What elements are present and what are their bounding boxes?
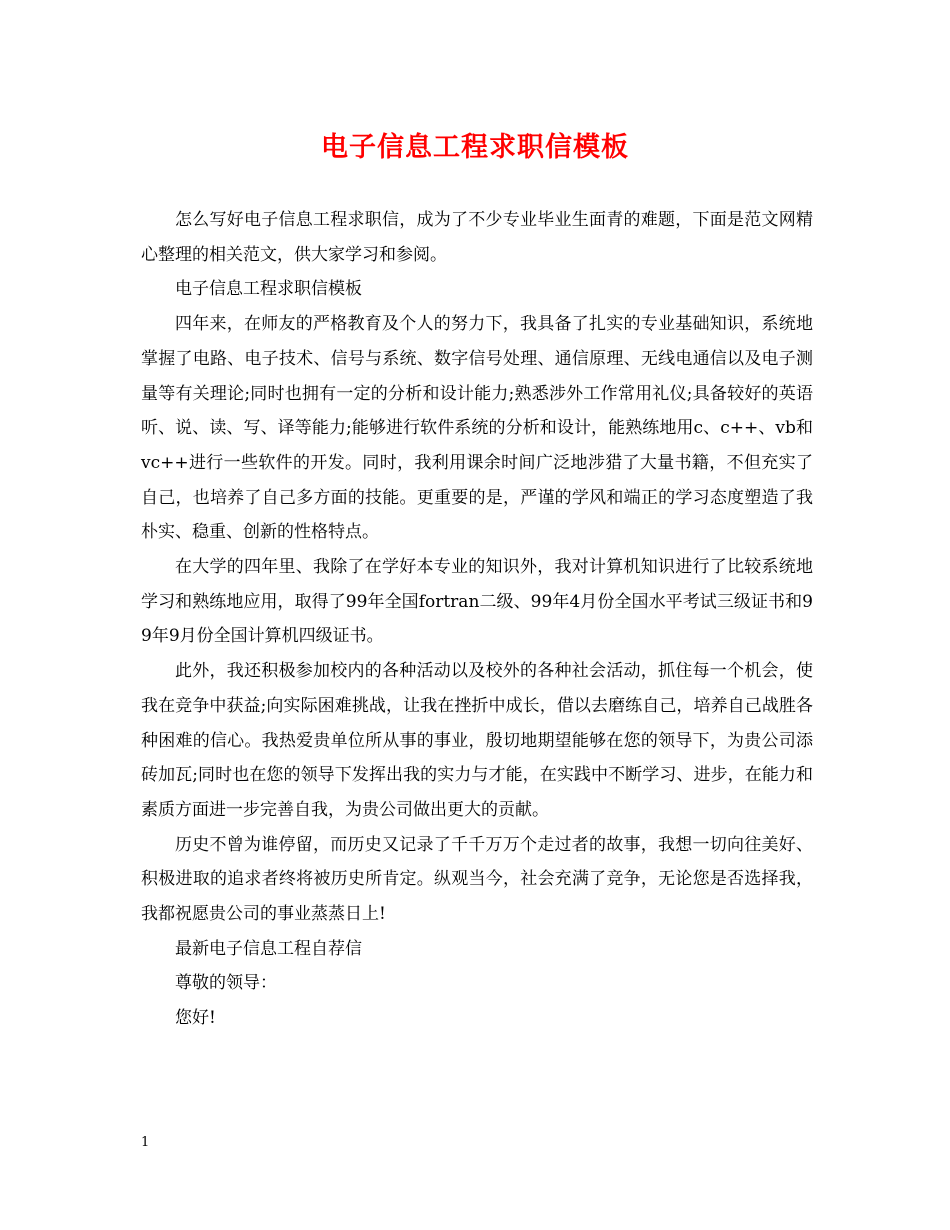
body-paragraph-certificates: 在大学的四年里、我除了在学好本专业的知识外，我对计算机知识进行了比较系统地学习和熟练地应用，取得了99年全国fortran二级、99年4月份全国水平考试三级证书和99年9月份全国计算机四级证书。 [141,557,813,647]
section-heading-recommendation: 最新电子信息工程自荐信 [175,938,362,959]
page-number: 1 [141,1135,150,1150]
document-body [141,203,813,1036]
body-paragraph-skills: 四年来，在师友的严格教育及个人的努力下，我具备了扎实的专业基础知识，系统地掌握了电路、电子技术、信号与系统、数字信号处理、通信原理、无线电通信以及电子测量等有关理论;同时也拥有一定的分析和设计能力;熟悉涉外工作常用礼仪;具备较好的英语听、说、读、写、译等能力;能够进行软件系统的分析和设计，能熟练地用c、c++、vb和vc++进行一些软件的开发。同时，我利用课余时间广泛地涉猎了大量书籍，不但充实了自己，也培养了自己多方面的技能。更重要的是，严谨的学风和端正的学习态度塑造了我朴实、稳重、创新的性格特点。 [141,314,813,543]
salutation: 尊敬的领导： [175,973,277,994]
body-paragraph-activities: 此外，我还积极参加校内的各种活动以及校外的各种社会活动，抓住每一个机会，使我在竞争中获益;向实际困难挑战，让我在挫折中成长，借以去磨练自己，培养自己战胜各种困难的信心。我热爱贵单位所从事的事业，殷切地期望能够在您的领导下，为贵公司添砖加瓦;同时也在您的领导下发挥出我的实力与才能，在实践中不断学习、进步，在能力和素质方面进一步完善自我，为贵公司做出更大的贡献。 [141,661,813,820]
document-title: 电子信息工程求职信模板 [321,132,629,163]
body-paragraph-closing: 历史不曾为谁停留，而历史又记录了千千万万个走过者的故事，我想一切向往美好、积极进取的追求者终将被历史所肯定。纵观当今，社会充满了竞争，无论您是否选择我，我都祝愿贵公司的事业蒸蒸日上! [141,834,813,925]
intro-paragraph: 怎么写好电子信息工程求职信，成为了不少专业毕业生面青的难题，下面是范文网精心整理的相关范文，供大家学习和参阅。 [141,210,813,265]
greeting: 您好! [175,1008,216,1029]
section-heading-template: 电子信息工程求职信模板 [175,279,362,300]
